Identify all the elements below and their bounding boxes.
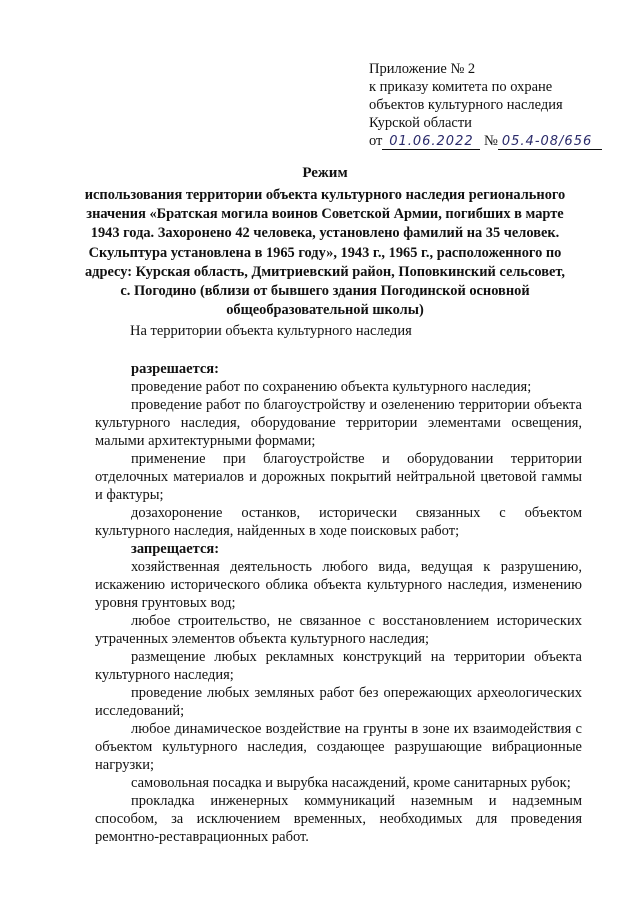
forbidden-item: проведение любых земляных работ без опережающих археологических исследований; <box>95 685 582 719</box>
forbidden-item: прокладка инженерных коммуникаций наземным и надземным способом, за исключением временных, необходимых для проведения ремонтно-реставрационных работ. <box>95 793 582 845</box>
appendix-line-1: Приложение № 2 <box>369 61 476 77</box>
allowed-heading: разрешается: <box>131 361 219 377</box>
appendix-line-2: к приказу комитета по охране <box>369 79 553 95</box>
allowed-item: проведение работ по сохранению объекта культурного наследия; <box>131 379 532 395</box>
allowed-item: дозахоронение останков, исторически связанных с объектом культурного наследия, найденных в ходе поисковых работ; <box>95 505 582 539</box>
date-prefix: от <box>369 133 383 149</box>
document-subtitle: использования территории объекта культурного наследия регионального значения «Братская могила воинов Советской Армии, погибших в марте 1943 года. Захоронено 42 человека, установлено фамилий на 35 человек. Скульптура установлена в 1965 году», 1943 г., 1965 г., расположенного по адресу: Курская область, Дмитриевский район, Поповкинский сельсовет, с. Погодино (вблизи от бывшего здания Погодинской основной общеобразовательной школы) <box>84 187 566 319</box>
handwritten-order-number: 05.4-08/656 <box>498 135 602 150</box>
handwritten-date: 01.06.2022 <box>382 135 480 150</box>
allowed-item: проведение работ по благоустройству и озеленению территории объекта культурного наследия, оборудование территории элементами освещения, малыми архитектурными формами; <box>95 397 582 449</box>
appendix-line-3: объектов культурного наследия <box>369 97 563 113</box>
forbidden-item: хозяйственная деятельность любого вида, ведущая к разрушению, искажению исторического облика объекта культурного наследия, изменению уровня грунтовых вод; <box>95 559 582 611</box>
forbidden-item: любое динамическое воздействие на грунты в зоне их взаимодействия с объектом культурного наследия, создающее разрушающие вибрационные нагрузки; <box>95 721 582 773</box>
document-body <box>95 360 582 846</box>
appendix-block <box>369 60 619 150</box>
order-date-line <box>369 132 619 150</box>
forbidden-item: самовольная посадка и вырубка насаждений, кроме санитарных рубок; <box>131 775 571 791</box>
allowed-item: применение при благоустройстве и оборудовании территории отделочных материалов и дорожных покрытий нейтральной цветовой гаммы и фактуры; <box>95 451 582 503</box>
forbidden-heading: запрещается: <box>131 541 220 557</box>
number-prefix: № <box>484 133 498 149</box>
forbidden-item: любое строительство, не связанное с восстановлением исторических утраченных элементов объекта культурного наследия; <box>95 613 582 647</box>
document-title: Режим <box>302 165 348 181</box>
lead-text: На территории объекта культурного наследия <box>130 323 412 339</box>
forbidden-item: размещение любых рекламных конструкций на территории объекта культурного наследия; <box>95 649 582 683</box>
appendix-line-4: Курской области <box>369 115 472 131</box>
